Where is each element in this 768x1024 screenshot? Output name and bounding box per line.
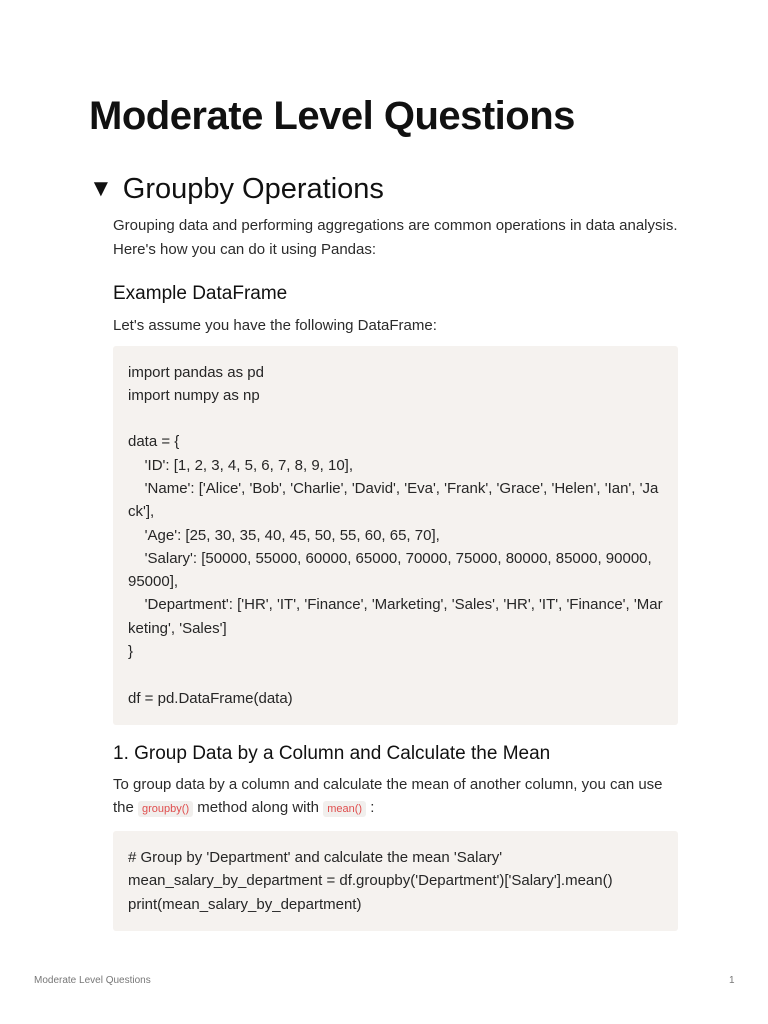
triangle-down-icon[interactable]: ▼ xyxy=(89,175,113,202)
code-block-groupby-mean[interactable]: # Group by 'Department' and calculate the mean 'Salary' mean_salary_by_department = df.groupby('Department')['Salary'].mean() print(mean_salary_by_department) xyxy=(113,831,678,931)
q1-text-after: : xyxy=(366,799,375,817)
example-intro: Let's assume you have the following DataFrame: xyxy=(113,317,437,334)
section-heading-label: Groupby Operations xyxy=(122,173,384,205)
inline-code-mean: mean() xyxy=(323,801,366,817)
q1-text-before: To group data by a column and calculate the mean of another column, you can use the xyxy=(113,775,663,817)
section-heading-groupby[interactable] xyxy=(89,170,384,208)
inline-code-groupby: groupby() xyxy=(138,801,193,817)
example-heading: Example DataFrame xyxy=(113,283,288,304)
footer-title: Moderate Level Questions xyxy=(34,975,151,986)
page-title: Moderate Level Questions xyxy=(89,94,575,138)
code-block-dataframe[interactable]: import pandas as pd import numpy as np data = { 'ID': [1, 2, 3, 4, 5, 6, 7, 8, 9, 10], 'Name': ['Alice', 'Bob', 'Charlie', 'David', 'Eva', 'Frank', 'Grace', 'Helen', 'Ian', 'Jack'], 'Age': [25, 30, 35, 40, 45, 50, 55, 60, 65, 70], 'Salary': [50000, 55000, 60000, 65000, 70000, 75000, 80000, 85000, 90000, 95000], 'Department': ['HR', 'IT', 'Finance', 'Marketing', 'Sales', 'HR', 'IT', 'Finance', 'Marketing', 'Sales'] } df = pd.DataFrame(data) xyxy=(113,346,678,725)
footer-page-number: 1 xyxy=(729,975,735,986)
intro-paragraph: Grouping data and performing aggregations are common operations in data analysis. Here's how you can do it using Pandas: xyxy=(113,217,678,258)
q1-text-middle: method along with xyxy=(193,799,324,817)
question-1-heading: 1. Group Data by a Column and Calculate the Mean xyxy=(113,742,551,764)
question-1-paragraph xyxy=(113,773,678,822)
section-content xyxy=(113,214,678,931)
